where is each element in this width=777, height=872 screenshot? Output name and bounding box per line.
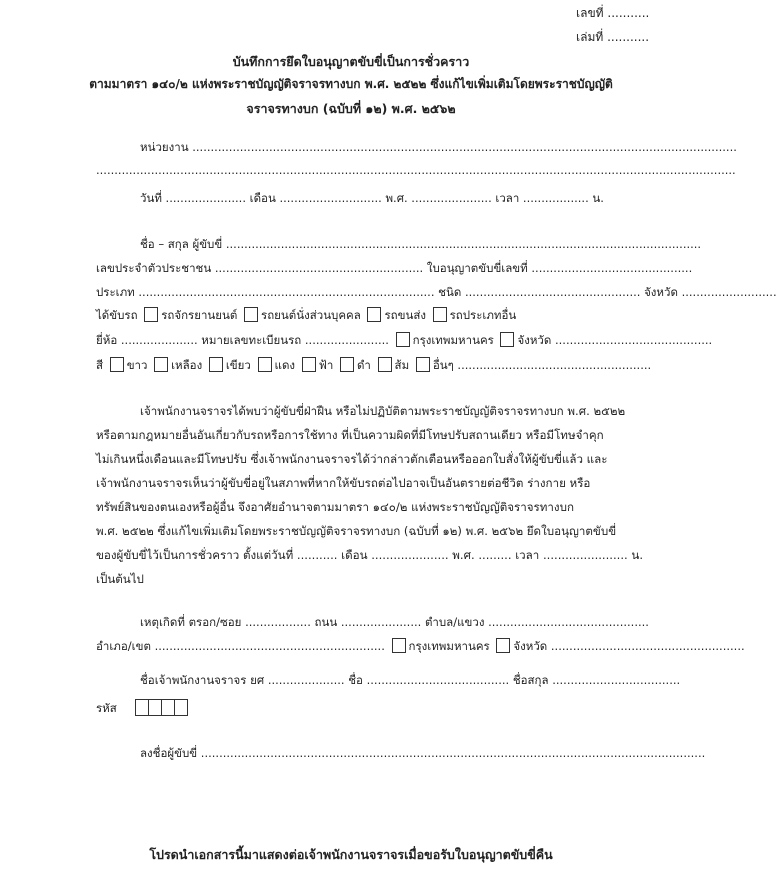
incident-district-row [96,638,745,656]
checkbox-red[interactable] [258,357,272,372]
checkbox-other-vehicle[interactable] [433,307,447,322]
drive-label: ได้ขับรถ [96,308,138,322]
checkbox-province[interactable] [500,332,514,347]
bangkok-label: กรุงเทพมหานคร [412,333,494,347]
checkbox-green[interactable] [209,357,223,372]
checkbox-incident-province[interactable] [496,638,510,653]
incident-place-field[interactable]: เหตุเกิดที่ ตรอก/ซอย .................. ถนน ...................... ตำบล/แขวง ............................................ [140,615,649,629]
checkbox-incident-bangkok[interactable] [392,638,406,653]
checkbox-other-color[interactable] [416,357,430,372]
code-label: รหัส [96,701,117,715]
checkbox-blue[interactable] [302,357,316,372]
color-white: ขาว [126,358,148,372]
book-number: เล่มที่ ........... [576,30,650,44]
code-box[interactable] [148,699,162,716]
code-box[interactable] [174,699,188,716]
unit-field-continued[interactable]: ............................................................................................................................................................................... [96,163,736,177]
brand-plate-row [96,332,712,350]
statement-line-3: ไม่เกินหนึ่งเดือนและมีโทษปรับ ซึ่งเจ้าพนักงานจราจรได้ว่ากล่าวตักเตือนหรือออกใบสั่งให้ผู้ขับขี่แล้ว และ [96,452,608,466]
checkbox-transport[interactable] [367,307,381,322]
checkbox-orange[interactable] [378,357,392,372]
option-motorcycle: รถจักรยานยนต์ [161,308,238,322]
statement-line-7: ของผู้ขับขี่ไว้เป็นการชั่วคราว ตั้งแต่วันที่ ........... เดือน ..................... พ.ศ. ......... เวลา ....................... น. [96,548,644,562]
district-field[interactable]: อำเภอ/เขต ............................................................... [96,639,385,653]
checkbox-motorcycle[interactable] [144,307,158,322]
brand-plate-field[interactable]: ยี่ห้อ ..................... หมายเลขทะเบียนรถ ....................... [96,333,389,347]
footer-note: โปรดนำเอกสารนี้มาแสดงต่อเจ้าพนักงานจราจรเมื่อขอรับใบอนุญาตขับขี่คืน [149,847,553,862]
option-other-vehicle: รถประเภทอื่น [449,308,517,322]
date-time-field[interactable]: วันที่ ...................... เดือน ............................ พ.ศ. ...................... เวลา .................. น. [140,191,604,205]
province-field[interactable]: จังหวัด ........................................... [517,333,713,347]
form-subtitle-2: จราจรทางบก (ฉบับที่ ๑๒) พ.ศ. ๒๕๖๒ [246,101,456,116]
officer-code-boxes[interactable] [135,699,187,715]
driver-name-field[interactable]: ชื่อ – สกุล ผู้ขับขี่ .................................................................................................................................. [140,237,702,251]
unit-field[interactable]: หน่วยงาน ..................................................................................................................................................... [140,140,737,154]
checkbox-bangkok[interactable] [396,332,410,347]
license-type-field[interactable]: ประเภท ................................................................................. ชนิด ................................................ จังหวัด .......................... [96,285,777,299]
statement-line-6: พ.ศ. ๒๕๒๒ ซึ่งแก้ไขเพิ่มเติมโดยพระราชบัญญัติจราจรทางบก (ฉบับที่ ๑๒) พ.ศ. ๒๕๖๒ ยึดใบอนุญาตขับขี่ [96,524,617,538]
incident-bangkok-label: กรุงเทพมหานคร [408,639,490,653]
color-row [96,357,651,375]
form-title: บันทึกการยึดใบอนุญาตขับขี่เป็นการชั่วคราว [232,54,470,69]
color-green: เขียว [225,358,251,372]
color-label: สี [96,358,104,372]
officer-field[interactable]: ชื่อเจ้าพนักงานจราจร ยศ ..................... ชื่อ ....................................... ชื่อสกุล ................................... [140,673,681,687]
option-private-car: รถยนต์นั่งส่วนบุคคล [261,308,361,322]
statement-line-5: ทรัพย์สินของตนเองหรือผู้อื่น จึงอาศัยอำนาจตามมาตรา ๑๔๐/๒ แห่งพระราชบัญญัติจราจรทางบก [96,500,574,514]
color-yellow: เหลือง [171,358,203,372]
color-black: ดำ [356,358,371,372]
color-blue: ฟ้า [318,358,334,372]
statement-line-4: เจ้าพนักงานจราจรเห็นว่าผู้ขับขี่อยู่ในสภาพที่หากให้ขับรถต่อไปอาจเป็นอันตรายต่อชีวิต ร่างกาย หรือ [96,476,591,490]
option-transport: รถขนส่ง [384,308,426,322]
code-box[interactable] [135,699,149,716]
checkbox-black[interactable] [340,357,354,372]
checkbox-private-car[interactable] [244,307,258,322]
color-other: อื่นๆ ..................................................... [432,358,652,372]
statement-line-1: เจ้าพนักงานจราจรได้พบว่าผู้ขับขี่ฝ่าฝืน หรือไม่ปฏิบัติตามพระราชบัญญัติจราจรทางบก พ.ศ. ๒๕๒๒ [140,404,626,418]
color-red: แดง [274,358,296,372]
checkbox-white[interactable] [110,357,124,372]
statement-line-2: หรือตามกฎหมายอื่นอันเกี่ยวกับรถหรือการใช้ทาง ที่เป็นความผิดที่มีโทษปรับสถานเดียว หรือมีโทษจำคุก [96,428,604,442]
driver-signature-field[interactable]: ลงชื่อผู้ขับขี่ .......................................................................................................................................... [140,746,706,760]
color-orange: ส้ม [394,358,410,372]
checkbox-yellow[interactable] [154,357,168,372]
statement-line-8: เป็นต้นไป [96,572,144,586]
code-box[interactable] [161,699,175,716]
form-subtitle: ตามมาตรา ๑๔๐/๒ แห่งพระราชบัญญัติจราจรทางบก พ.ศ. ๒๕๒๒ ซึ่งแก้ไขเพิ่มเติมโดยพระราชบัญญัติ [89,77,613,91]
document-number: เลขที่ ........... [576,6,650,20]
id-license-field[interactable]: เลขประจำตัวประชาชน ......................................................... ใบอนุญาตขับขี่เลขที่ ............................................ [96,261,693,275]
vehicle-type-row [96,307,516,325]
incident-province-field[interactable]: จังหวัด ..................................................... [513,639,745,653]
